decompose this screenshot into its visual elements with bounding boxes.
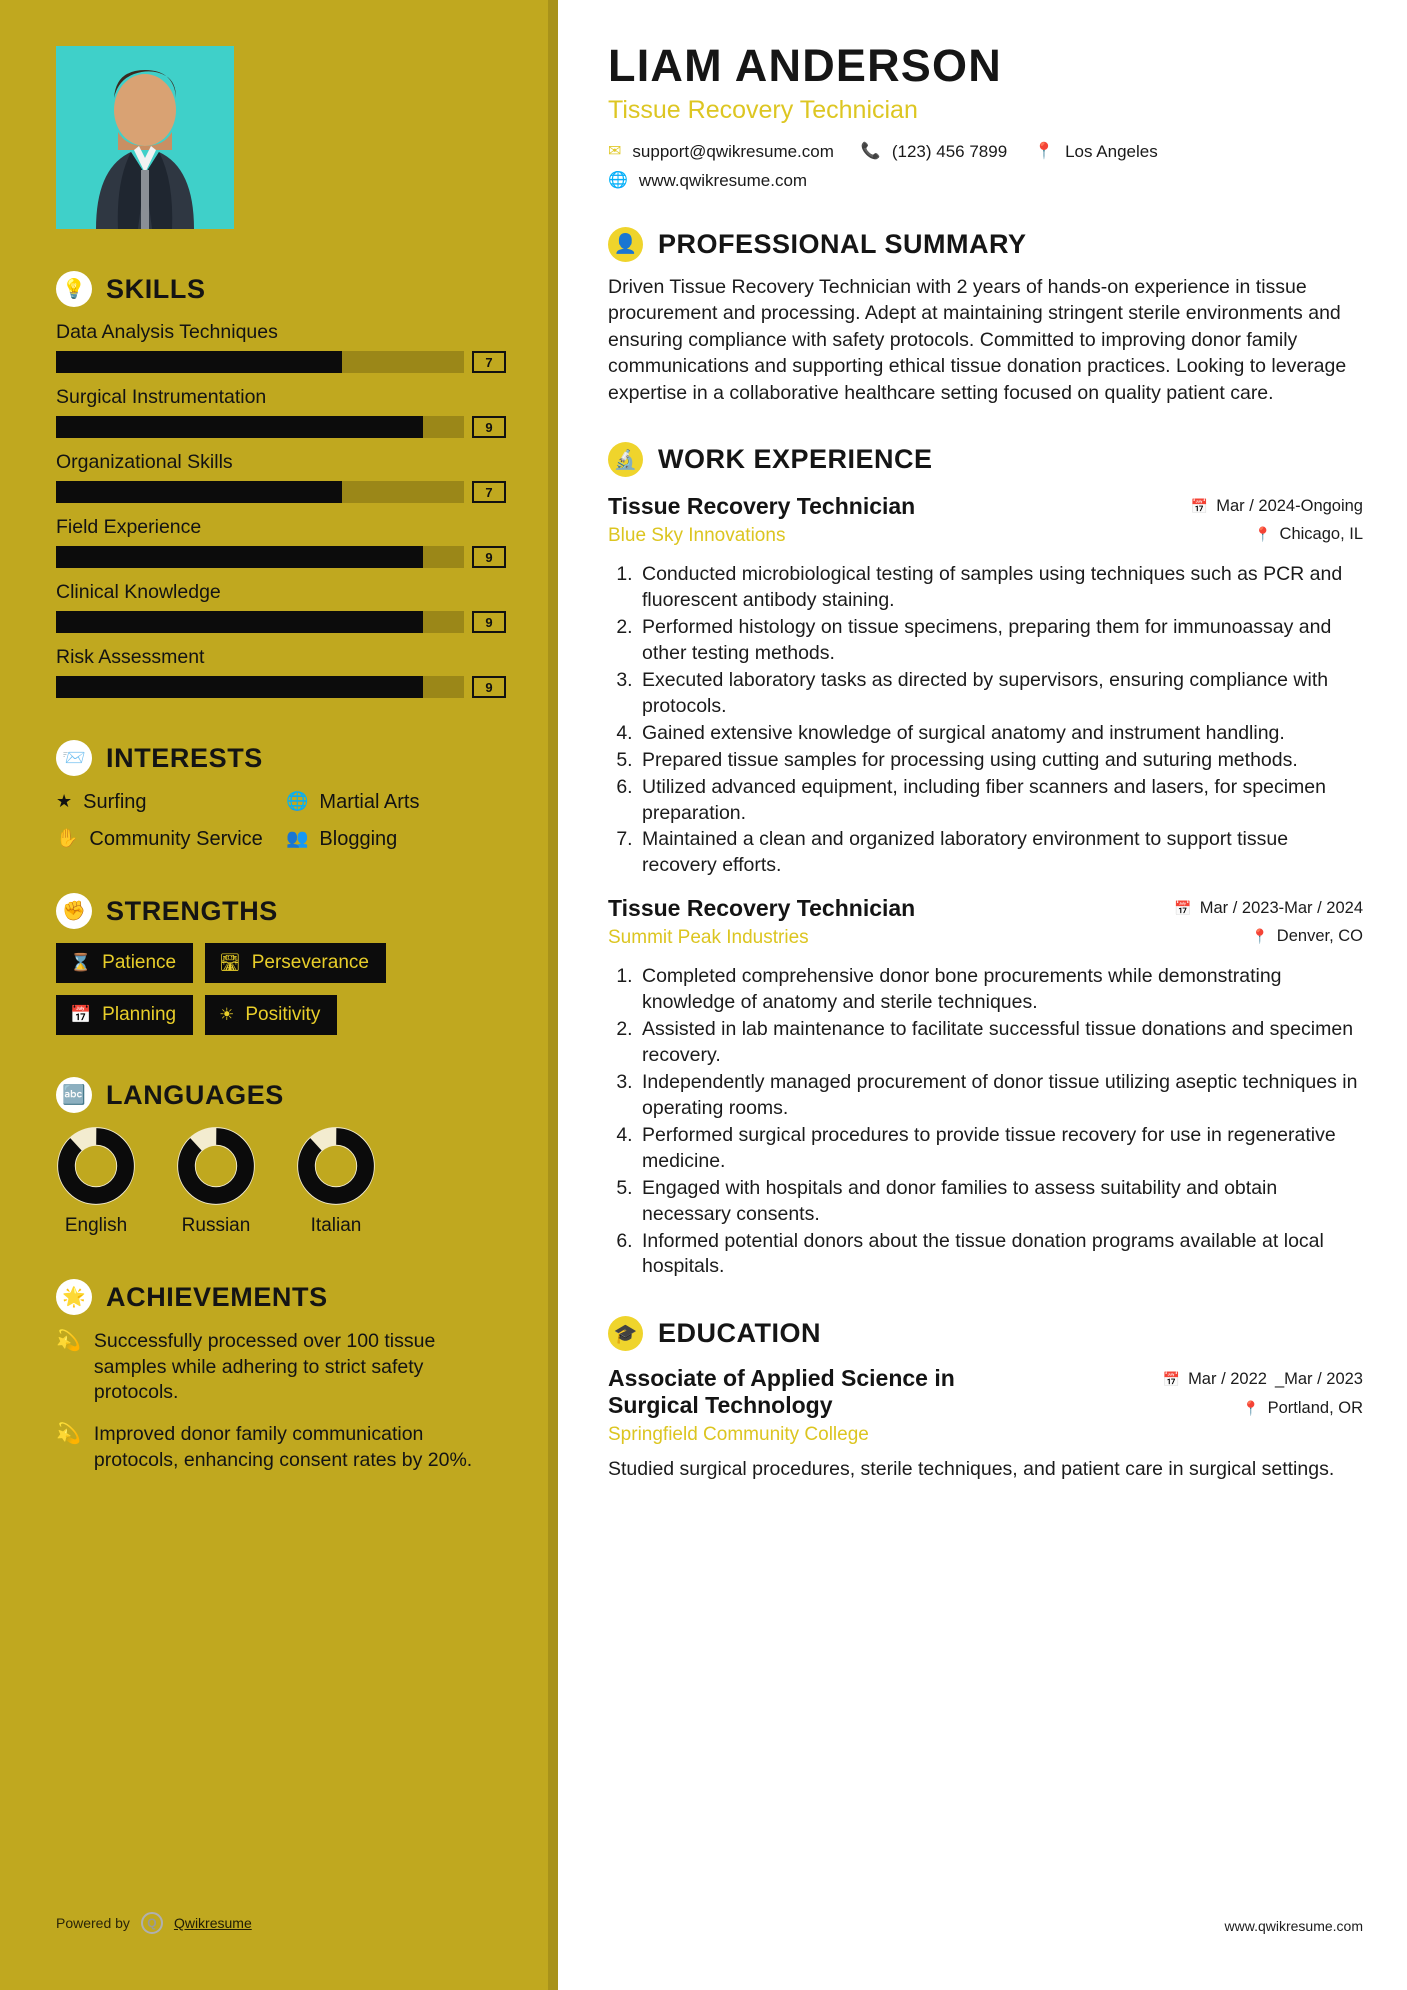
strength-label: Planning [102,1004,177,1025]
main-footer-website[interactable]: www.qwikresume.com [1224,1918,1363,1934]
interests-title: INTERESTS [106,742,263,773]
skill-value-badge: 9 [472,676,506,698]
work-title: WORK EXPERIENCE [658,444,933,475]
strengths-list [56,943,506,1035]
skill-item [56,516,506,568]
globe-icon: 🌐 [286,791,309,811]
skill-bar-fill [56,481,342,503]
job-bullets [638,964,1363,1280]
person-icon: 👤 [608,227,643,262]
contact-row-secondary [608,171,1363,191]
interest-item [56,827,276,851]
main-content [558,0,1407,1990]
job-role-subtitle: Tissue Recovery Technician [608,95,918,124]
globe-icon: 🌐 [608,171,628,189]
skill-item [56,321,506,373]
skill-bar-fill [56,351,342,373]
qwikresume-logo-icon: Q [141,1912,163,1934]
contact-phone-text: (123) 456 7899 [891,141,1008,161]
education-meta [1163,1365,1363,1427]
education-location-text: Portland, OR [1267,1399,1363,1418]
job-title: Tissue Recovery Technician [608,895,916,922]
job-bullet: 4. Performed surgical procedures to provide tissue recovery for use in regenerative medicine. [638,1123,1363,1175]
education-dates [1163,1369,1363,1390]
job-dates [1191,497,1363,516]
job-bullet: 3. Executed laboratory tasks as directed by supervisors, ensuring compliance with protocols. [638,668,1363,720]
skills-section-header [56,271,506,307]
avatar [56,46,234,229]
lightbulb-icon: 💡 [56,271,92,307]
contact-location-text: Los Angeles [1065,141,1158,161]
achievement-text: Successfully processed over 100 tissue samples while adhering to strict safety protocols. [93,1330,436,1404]
skill-item [56,451,506,503]
skill-item [56,581,506,633]
strength-chip [56,943,193,983]
job-dates-text: Mar / 2024-Ongoing [1216,497,1363,516]
language-item [296,1127,376,1237]
achievement-item [56,1329,506,1406]
job-meta [1191,493,1363,553]
achievements-title: ACHIEVEMENTS [106,1281,328,1312]
calendar-icon: 📅 [1190,498,1209,515]
work-section-header [608,442,1363,477]
skill-value-badge: 9 [472,546,506,568]
contact-website-text: www.qwikresume.com [638,170,808,190]
education-date-end: _Mar / 2023 [1274,1370,1363,1389]
sidebar [0,0,558,1990]
education-degree: Associate of Applied Science in Surgical Technology [608,1365,955,1418]
skill-bar-track [56,546,464,568]
language-item [56,1127,136,1237]
skill-bar-fill [56,676,423,698]
job-meta [1174,895,1363,955]
shooting-star-icon: 💫 [56,1423,81,1446]
skills-title: SKILLS [106,273,206,304]
calendar-icon: 📅 [1162,1371,1181,1388]
contact-location [1034,142,1158,162]
job-location [1174,927,1363,946]
interest-label: Community Service [89,828,263,850]
paper-plane-icon: 📨 [56,740,92,776]
road-icon: 🛣 [219,953,241,972]
strengths-section-header [56,893,506,929]
microscope-icon: 🔬 [608,442,643,477]
location-pin-icon: 📍 [1251,928,1269,945]
summary-title: PROFESSIONAL SUMMARY [658,228,1027,259]
education-title: EDUCATION [658,1318,821,1349]
contact-website[interactable] [608,171,807,191]
strength-chip [205,995,337,1035]
skill-label: Surgical Instrumentation [56,386,267,408]
education-school: Springfield Community College [608,1424,869,1446]
skill-label: Organizational Skills [56,451,233,473]
job-dates-text: Mar / 2023-Mar / 2024 [1199,899,1363,918]
job-bullets [638,562,1363,879]
skill-bar-track [56,481,464,503]
interests-section-header [56,740,506,776]
sidebar-edge-stripe [548,0,558,1990]
languages-list [56,1127,506,1237]
skill-bar-track [56,416,464,438]
job-bullet: 5. Engaged with hospitals and donor families to assess suitability and obtain necessary consents. [638,1176,1363,1228]
job-bullet: 1. Conducted microbiological testing of samples using techniques such as PCR and fluorescent antibody staining. [638,562,1363,614]
sidebar-footer [56,1912,252,1934]
job-company: Blue Sky Innovations [608,524,786,546]
qwikresume-link[interactable]: Qwikresume [173,1915,252,1931]
skill-item [56,386,506,438]
skill-label: Risk Assessment [56,646,205,668]
language-label: English [64,1215,128,1236]
translate-icon: 🔤 [56,1077,92,1113]
job-dates [1174,899,1363,918]
education-location [1163,1399,1363,1418]
phone-icon: 📞 [860,142,881,160]
education-entry [608,1365,1363,1482]
star-badge-icon: 🌟 [56,1279,92,1315]
fist-icon: ✊ [56,893,92,929]
strength-label: Patience [102,952,177,973]
job-company: Summit Peak Industries [608,926,809,948]
skill-bar-track [56,676,464,698]
language-label: Italian [310,1215,362,1236]
summary-text: Driven Tissue Recovery Technician with 2 years of hands-on experience in tissue procurement and processing. Adept at maintaining stringent sterile environments and ensuring compliance with safety protocols. Committed to improving donor family communications and supporting ethical tissue donation practices. Looking to leverage expertise in a collaborative healthcare setting focused on quality patient care. [608,275,1347,404]
users-icon: 👥 [286,828,309,848]
education-date-start: Mar / 2022 [1188,1370,1267,1389]
language-donut-chart [57,1127,135,1205]
location-pin-icon: 📍 [1254,526,1272,543]
skill-label: Field Experience [56,516,202,538]
job-location [1191,525,1363,544]
interest-item [56,790,276,814]
star-icon: ★ [56,791,73,811]
contact-email-text: support@qwikresume.com [632,141,834,161]
interest-label: Blogging [319,828,398,850]
contact-email[interactable] [608,142,834,162]
job-location-text: Denver, CO [1276,927,1363,946]
envelope-icon: ✉ [608,142,622,160]
skill-bar-track [56,351,464,373]
job-bullet: 5. Prepared tissue samples for processing using cutting and suturing methods. [638,748,1363,774]
hourglass-icon: ⌛ [70,953,92,972]
education-section-header [608,1316,1363,1351]
skill-bar-fill [56,546,423,568]
calendar-icon: 📅 [70,1005,92,1024]
work-experience-entry [608,493,1363,879]
interest-item [286,790,506,814]
job-bullet: 4. Gained extensive knowledge of surgical anatomy and instrument handling. [638,721,1363,747]
calendar-icon: 📅 [1174,900,1192,917]
strength-label: Perseverance [251,952,369,973]
strength-label: Positivity [245,1004,321,1025]
job-title: Tissue Recovery Technician [608,493,916,520]
skill-item [56,646,506,698]
skill-value-badge: 9 [472,416,506,438]
achievement-text: Improved donor family communication protocols, enhancing consent rates by 20%. [93,1423,473,1471]
language-donut-chart [297,1127,375,1205]
job-bullet: 6. Informed potential donors about the tissue donation programs available at local hospitals. [638,1229,1363,1281]
job-bullet: 6. Utilized advanced equipment, including fiber scanners and lasers, for specimen preparation. [638,775,1363,827]
skill-bar-fill [56,611,423,633]
language-donut-chart [177,1127,255,1205]
contact-row-primary [608,142,1363,162]
skills-list [56,321,506,698]
education-description: Studied surgical procedures, sterile techniques, and patient care in surgical settings. [608,1458,1335,1481]
job-bullet: 7. Maintained a clean and organized laboratory environment to support tissue recovery efforts. [638,827,1363,879]
interest-item [286,827,506,851]
skill-bar-fill [56,416,423,438]
skill-value-badge: 9 [472,611,506,633]
strength-chip [205,943,386,983]
job-bullet: 1. Completed comprehensive donor bone procurements while demonstrating knowledge of anatomy and sterile techniques. [638,964,1363,1016]
contact-info [608,142,1363,191]
skill-value-badge: 7 [472,351,506,373]
location-pin-icon: 📍 [1034,142,1055,160]
work-experience-entry [608,895,1363,1280]
job-bullet: 2. Performed histology on tissue specimens, preparing them for immunoassay and other testing methods. [638,615,1363,667]
hand-icon: ✋ [56,828,79,848]
skill-bar-track [56,611,464,633]
contact-phone[interactable] [861,142,1007,162]
job-bullet: 3. Independently managed procurement of donor tissue utilizing aseptic techniques in operating rooms. [638,1070,1363,1122]
powered-by-label: Powered by [56,1915,130,1931]
job-bullet: 2. Assisted in lab maintenance to facilitate successful tissue donations and specimen recovery. [638,1017,1363,1069]
sun-icon: ☀ [219,1005,235,1024]
achievements-section-header [56,1279,506,1315]
achievement-item [56,1422,506,1473]
language-label: Russian [181,1215,251,1236]
achievements-list [56,1329,506,1474]
skill-value-badge: 7 [472,481,506,503]
location-pin-icon: 📍 [1242,1400,1260,1417]
languages-section-header [56,1077,506,1113]
language-item [176,1127,256,1237]
interests-list [56,790,506,851]
interest-label: Surfing [83,791,147,813]
summary-section-header [608,227,1363,262]
languages-title: LANGUAGES [106,1079,284,1110]
skill-label: Data Analysis Techniques [56,321,278,343]
shooting-star-icon: 💫 [56,1330,81,1352]
interest-label: Martial Arts [319,791,420,813]
strengths-title: STRENGTHS [106,895,278,926]
strength-chip [56,995,193,1035]
skill-label: Clinical Knowledge [56,581,221,603]
graduation-icon: 🎓 [608,1316,643,1351]
job-location-text: Chicago, IL [1279,525,1363,544]
page-title: LIAM ANDERSON [608,40,1002,91]
